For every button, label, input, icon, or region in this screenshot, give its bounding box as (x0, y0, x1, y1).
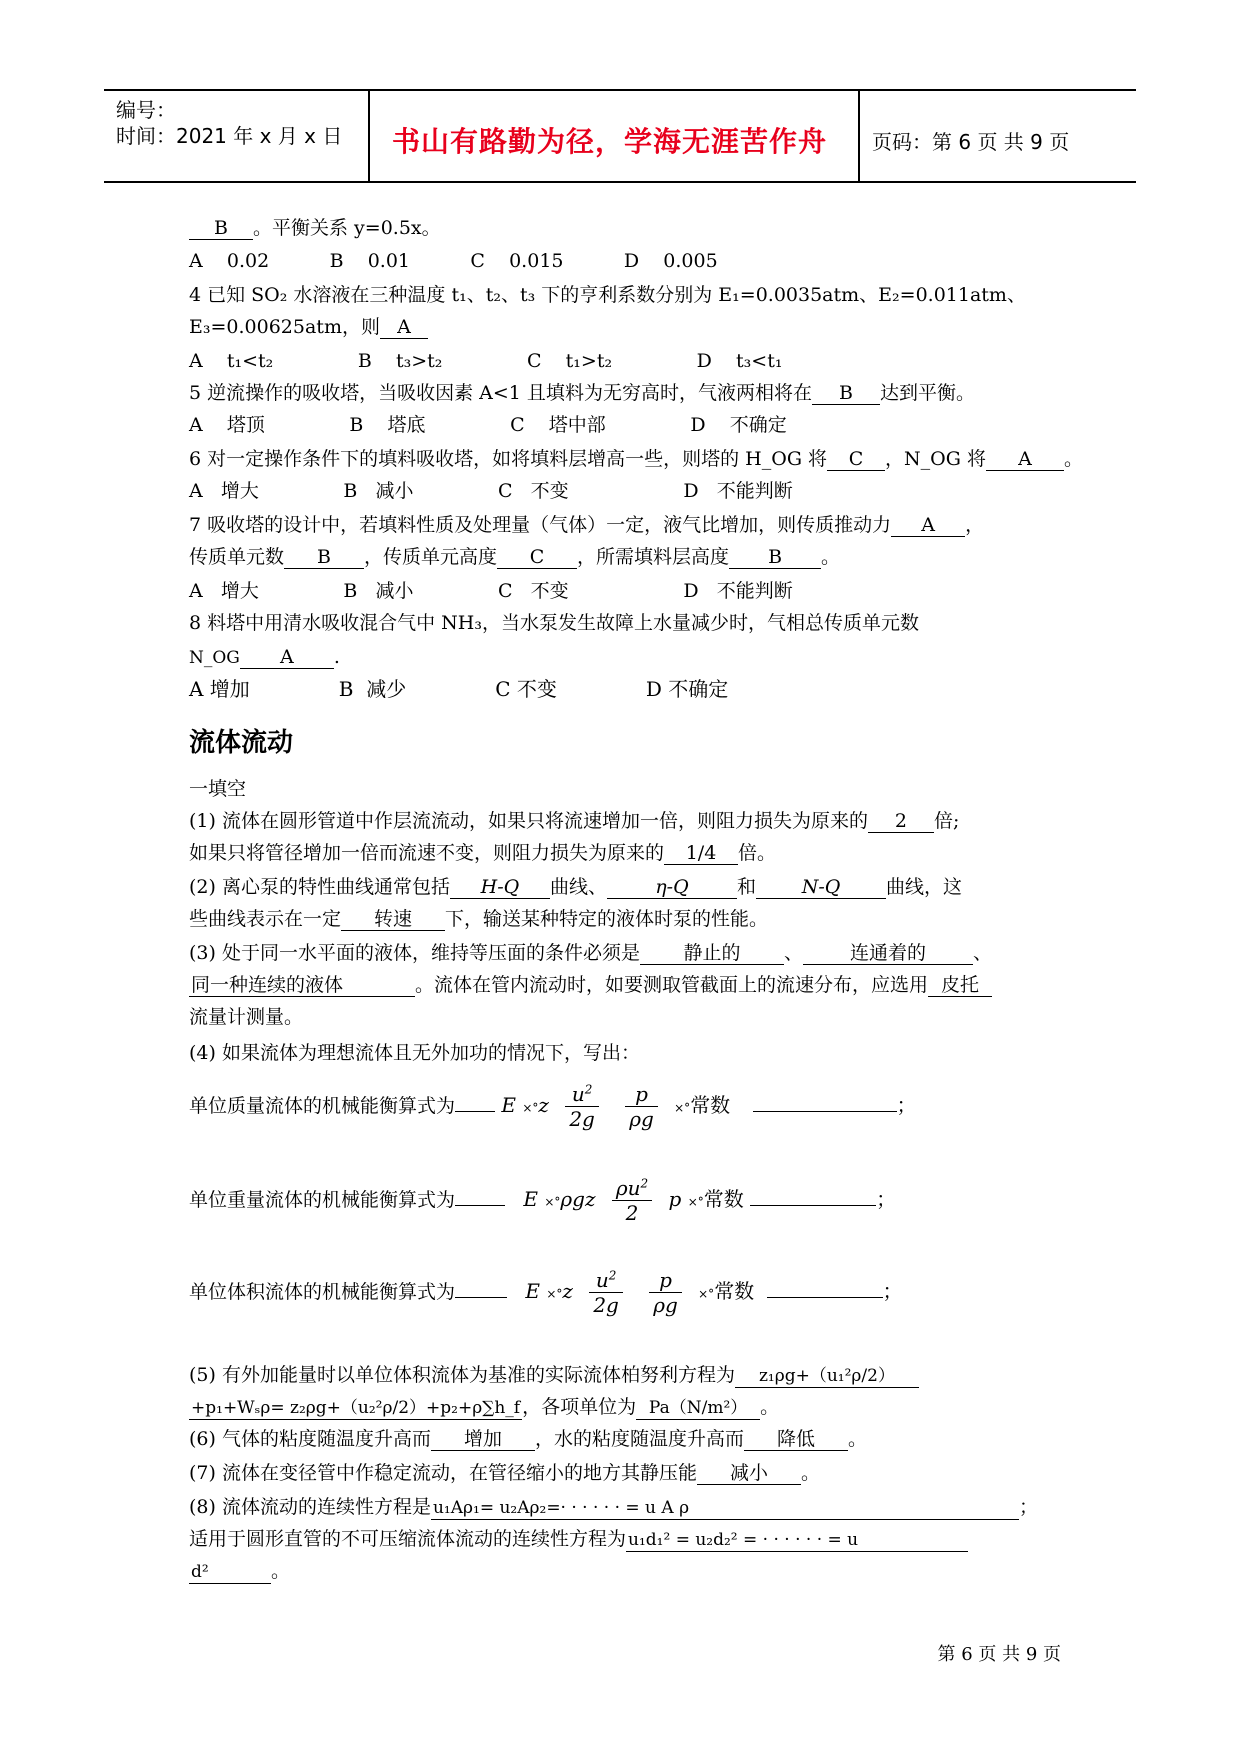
q8-tail: . (333, 646, 340, 668)
f2-line2 (189, 906, 768, 932)
f5-line2 (189, 1394, 779, 1421)
q4-text1: 4 已知 SO₂ 水溶液在三种温度 t₁、t₂、t₃ 下的亨利系数分别为 E₁=0.0035atm、E₂=0.011atm、 (189, 284, 1026, 306)
f3-answer4: 皮托 (928, 974, 992, 997)
f2-answer3: N-Q (756, 876, 886, 899)
q6-tail: 。 (1063, 448, 1083, 470)
eq1-semicolon: ； (896, 1093, 917, 1117)
eq3-blank-right (767, 1297, 883, 1298)
q7-text2c: ，所需填料层高度 (577, 546, 730, 568)
header-motto: 书山有路勤为径，学海无涯苦作舟 (392, 125, 828, 158)
eq1-label: 单位质量流体的机械能衡算式为 (189, 1095, 456, 1117)
q8-line1: 8 料塔中用清水吸收混合气中 NH₃，当水泵发生故障上水量减少时，气相总传质单元数 (189, 612, 919, 634)
header-bottom-rule (104, 181, 1136, 183)
f2-answer2: η-Q (607, 876, 737, 899)
q7-tail1: ， (965, 514, 985, 536)
f2-mid1: 曲线、 (549, 876, 607, 898)
header-top-rule (104, 89, 1136, 91)
header-page-label: 页码：第 6 页 共 9 页 (872, 130, 1070, 154)
eq1-blank-right (753, 1111, 897, 1112)
f2-text1: (2) 离心泵的特性曲线通常包括 (189, 876, 450, 898)
eq3-semicolon: ； (882, 1279, 903, 1303)
f6-answer1: 增加 (431, 1428, 535, 1451)
f7-tail: 。 (800, 1462, 820, 1484)
f8-tail2: 。 (271, 1560, 291, 1582)
header-divider-right (858, 90, 860, 182)
f2-text2: 些曲线表示在一定 (189, 908, 342, 930)
q7-line2 (189, 544, 840, 570)
q7-answer3: C (497, 546, 577, 569)
header-time-label: 时间：2021 年 x 月 x 日 (116, 124, 343, 148)
f6-line (189, 1426, 867, 1452)
f8-tail1: ； (1018, 1496, 1038, 1518)
q7-tail2: 。 (821, 546, 841, 568)
q3-answer: B (189, 217, 253, 240)
eq2-blank-right (750, 1205, 876, 1206)
f3-answer2: 连通着的 (803, 942, 973, 965)
f6-text1: (6) 气体的粘度随温度升高而 (189, 1428, 431, 1450)
eq1-frac-p-rhog: $\frac{p}{\rho g}$ (625, 1082, 658, 1131)
q3-options: A 0.02 B 0.01 C 0.015 D 0.005 (189, 250, 718, 272)
f8-text1: (8) 流体流动的连续性方程是 (189, 1496, 431, 1518)
eq2-blank-left (455, 1205, 505, 1206)
f6-answer2: 降低 (744, 1428, 848, 1451)
f6-text2: ，水的粘度随温度升高而 (534, 1428, 744, 1450)
q4-text2: E₃=0.00625atm，则 (189, 316, 380, 338)
q4-options: A t₁<t₂ B t₃>t₂ C t₁>t₂ D t₃<t₁ (189, 350, 783, 372)
f2-mid2: 和 (736, 876, 756, 898)
f8-answer2: u₁d₁² = u₂d₂² = · · · · · · = u (626, 1529, 968, 1552)
f1-line1 (189, 808, 959, 834)
q6-options: A 增大 B 减小 C 不变 D 不能判断 (189, 480, 793, 502)
f8-answer2b: d² (189, 1561, 271, 1584)
q7-text2b: ，传质单元高度 (364, 546, 498, 568)
f8-line2 (189, 1526, 968, 1552)
eq2-label: 单位重量流体的机械能衡算式为 (189, 1189, 456, 1211)
q5-answer: B (812, 382, 880, 405)
f2-tail1: 曲线，这 (886, 876, 963, 898)
eq1: 单位质量流体的机械能衡算式为 E ×°z $\frac{u^2}{2g}$ $\frac{p}{\rho g}$ ×°常数 ； (189, 1082, 917, 1131)
eq3: 单位体积流体的机械能衡算式为 E ×°z $\frac{u^2}{2g}$ $\frac{p}{\rho g}$ ×°常数 ； (189, 1268, 903, 1317)
f1-text1: (1) 流体在圆形管道中作层流流动，如果只将流速增加一倍，则阻力损失为原来的 (189, 810, 868, 832)
f3-mid1: 、 (783, 942, 803, 964)
f2-answer1: H-Q (450, 876, 550, 899)
q5-line (189, 380, 975, 406)
q7-answer2: B (284, 546, 364, 569)
f5-answer1b: +p₁+Wₛρ= z₂ρg+（u₂²ρ/2）+p₂+ρ∑h_f (191, 1398, 521, 1418)
f2-answer4: 转速 (341, 908, 445, 931)
q3-lead-text: 。平衡关系 y=0.5x。 (253, 217, 441, 239)
f4-intro: (4) 如果流体为理想流体且无外加功的情况下，写出： (189, 1042, 640, 1064)
f3-answer3: 同一种连续的液体 (189, 974, 415, 997)
q4-line2 (189, 314, 428, 340)
q8-answer: A (240, 646, 334, 669)
section-subtitle: 一填空 (189, 778, 247, 800)
q8-line2 (189, 644, 340, 671)
eq2-const: 常数 (703, 1187, 744, 1211)
f1-text2: 如果只将管径增加一倍而流速不变，则阻力损失为原来的 (189, 842, 665, 864)
f5-text2: ，各项单位为 (522, 1396, 637, 1418)
eq3-const: 常数 (714, 1279, 755, 1303)
eq3-frac-p-rhog: $\frac{p}{\rho g}$ (649, 1268, 682, 1317)
f3-text2: 。流体在管内流动时，如要测取管截面上的流速分布，应选用 (415, 974, 929, 996)
eq1-frac-u2-2g: $\frac{u^2}{2g}$ (565, 1082, 599, 1131)
q5-text: 5 逆流操作的吸收塔，当吸收因素 A<1 且填料为无穷高时，气液两相将在 (189, 382, 812, 404)
footer-page-number: 第 6 页 共 9 页 (937, 1644, 1061, 1665)
section-title: 流体流动 (189, 728, 294, 758)
f1-tail2: 倍。 (738, 842, 777, 864)
q6-line (189, 446, 1083, 472)
eq2-frac-rhou2-2: $\frac{\rho u^2}{2}$ (612, 1176, 652, 1225)
f1-line2 (189, 840, 776, 866)
f6-tail: 。 (847, 1428, 867, 1450)
f8-text2: 适用于圆形直管的不可压缩流体流动的连续性方程为 (189, 1528, 627, 1550)
f7-text: (7) 流体在变径管中作稳定流动，在管径缩小的地方其静压能 (189, 1462, 697, 1484)
f3-line1 (189, 940, 992, 966)
f1-answer2: 1/4 (664, 842, 738, 865)
f5-text1: (5) 有外加能量时以单位体积流体为基准的实际流体柏努利方程为 (189, 1364, 735, 1386)
f3-line3: 流量计测量。 (189, 1006, 304, 1028)
q7-text2a: 传质单元数 (189, 546, 285, 568)
q8-text2: N_OG (189, 648, 240, 668)
f7-answer: 减小 (697, 1462, 801, 1485)
q5-options: A 塔顶 B 塔底 C 塔中部 D 不确定 (189, 414, 787, 436)
f5-tail: 。 (760, 1396, 780, 1418)
f5-answer2: Pa（N/m²） (636, 1397, 760, 1420)
f8-line3 (189, 1558, 290, 1584)
f1-answer1: 2 (868, 810, 934, 833)
header-number-label: 编号： (116, 98, 176, 122)
f5-answer1: z₁ρg+（u₁²ρ/2） (735, 1365, 919, 1388)
q6-answer1: C (827, 448, 885, 471)
q7-line1 (189, 512, 984, 538)
f3-tail1: 、 (972, 942, 992, 964)
f2-tail2: 下，输送某种特定的液体时泵的性能。 (445, 908, 769, 930)
f2-line1 (189, 874, 962, 900)
eq3-frac-u2-2g: $\frac{u^2}{2g}$ (589, 1268, 623, 1317)
f3-answer1: 静止的 (640, 942, 784, 965)
q7-options: A 增大 B 减小 C 不变 D 不能判断 (189, 580, 793, 602)
f1-tail1: 倍; (933, 810, 960, 832)
f8-answer1: u₁Aρ₁= u₂Aρ₂=· · · · · · = u A ρ (431, 1497, 1019, 1520)
f3-text1: (3) 处于同一水平面的液体，维持等压面的条件必须是 (189, 942, 640, 964)
q6-mid: ，N_OG 将 (885, 448, 986, 470)
q7-text1: 7 吸收塔的设计中，若填料性质及处理量（气体）一定，液气比增加，则传质推动力 (189, 514, 892, 536)
q7-answer1: A (891, 514, 965, 537)
q6-answer2: A (986, 448, 1064, 471)
eq1-blank-left (455, 1111, 495, 1112)
q8-options: A 增加 B 减少 C 不变 D 不确定 (189, 677, 729, 701)
f8-line1 (189, 1494, 1038, 1520)
q7-answer4: B (729, 546, 821, 569)
header-divider-left (368, 90, 370, 182)
eq2: 单位重量流体的机械能衡算式为 E ×°ρgz $\frac{\rho u^2}{2}$ p ×°常数 ； (189, 1176, 897, 1225)
f5-line1 (189, 1362, 919, 1388)
f7-line (189, 1460, 820, 1486)
eq3-blank-left (455, 1297, 507, 1298)
q6-text: 6 对一定操作条件下的填料吸收塔，如将填料层增高一些，则塔的 H_OG 将 (189, 448, 828, 470)
eq3-label: 单位体积流体的机械能衡算式为 (189, 1281, 456, 1303)
q3-lead (189, 215, 441, 241)
q5-tail: 达到平衡。 (879, 382, 975, 404)
eq2-semicolon: ； (876, 1187, 897, 1211)
eq1-const: 常数 (690, 1093, 731, 1117)
f3-line2 (189, 972, 992, 998)
q4-answer: A (380, 316, 428, 339)
